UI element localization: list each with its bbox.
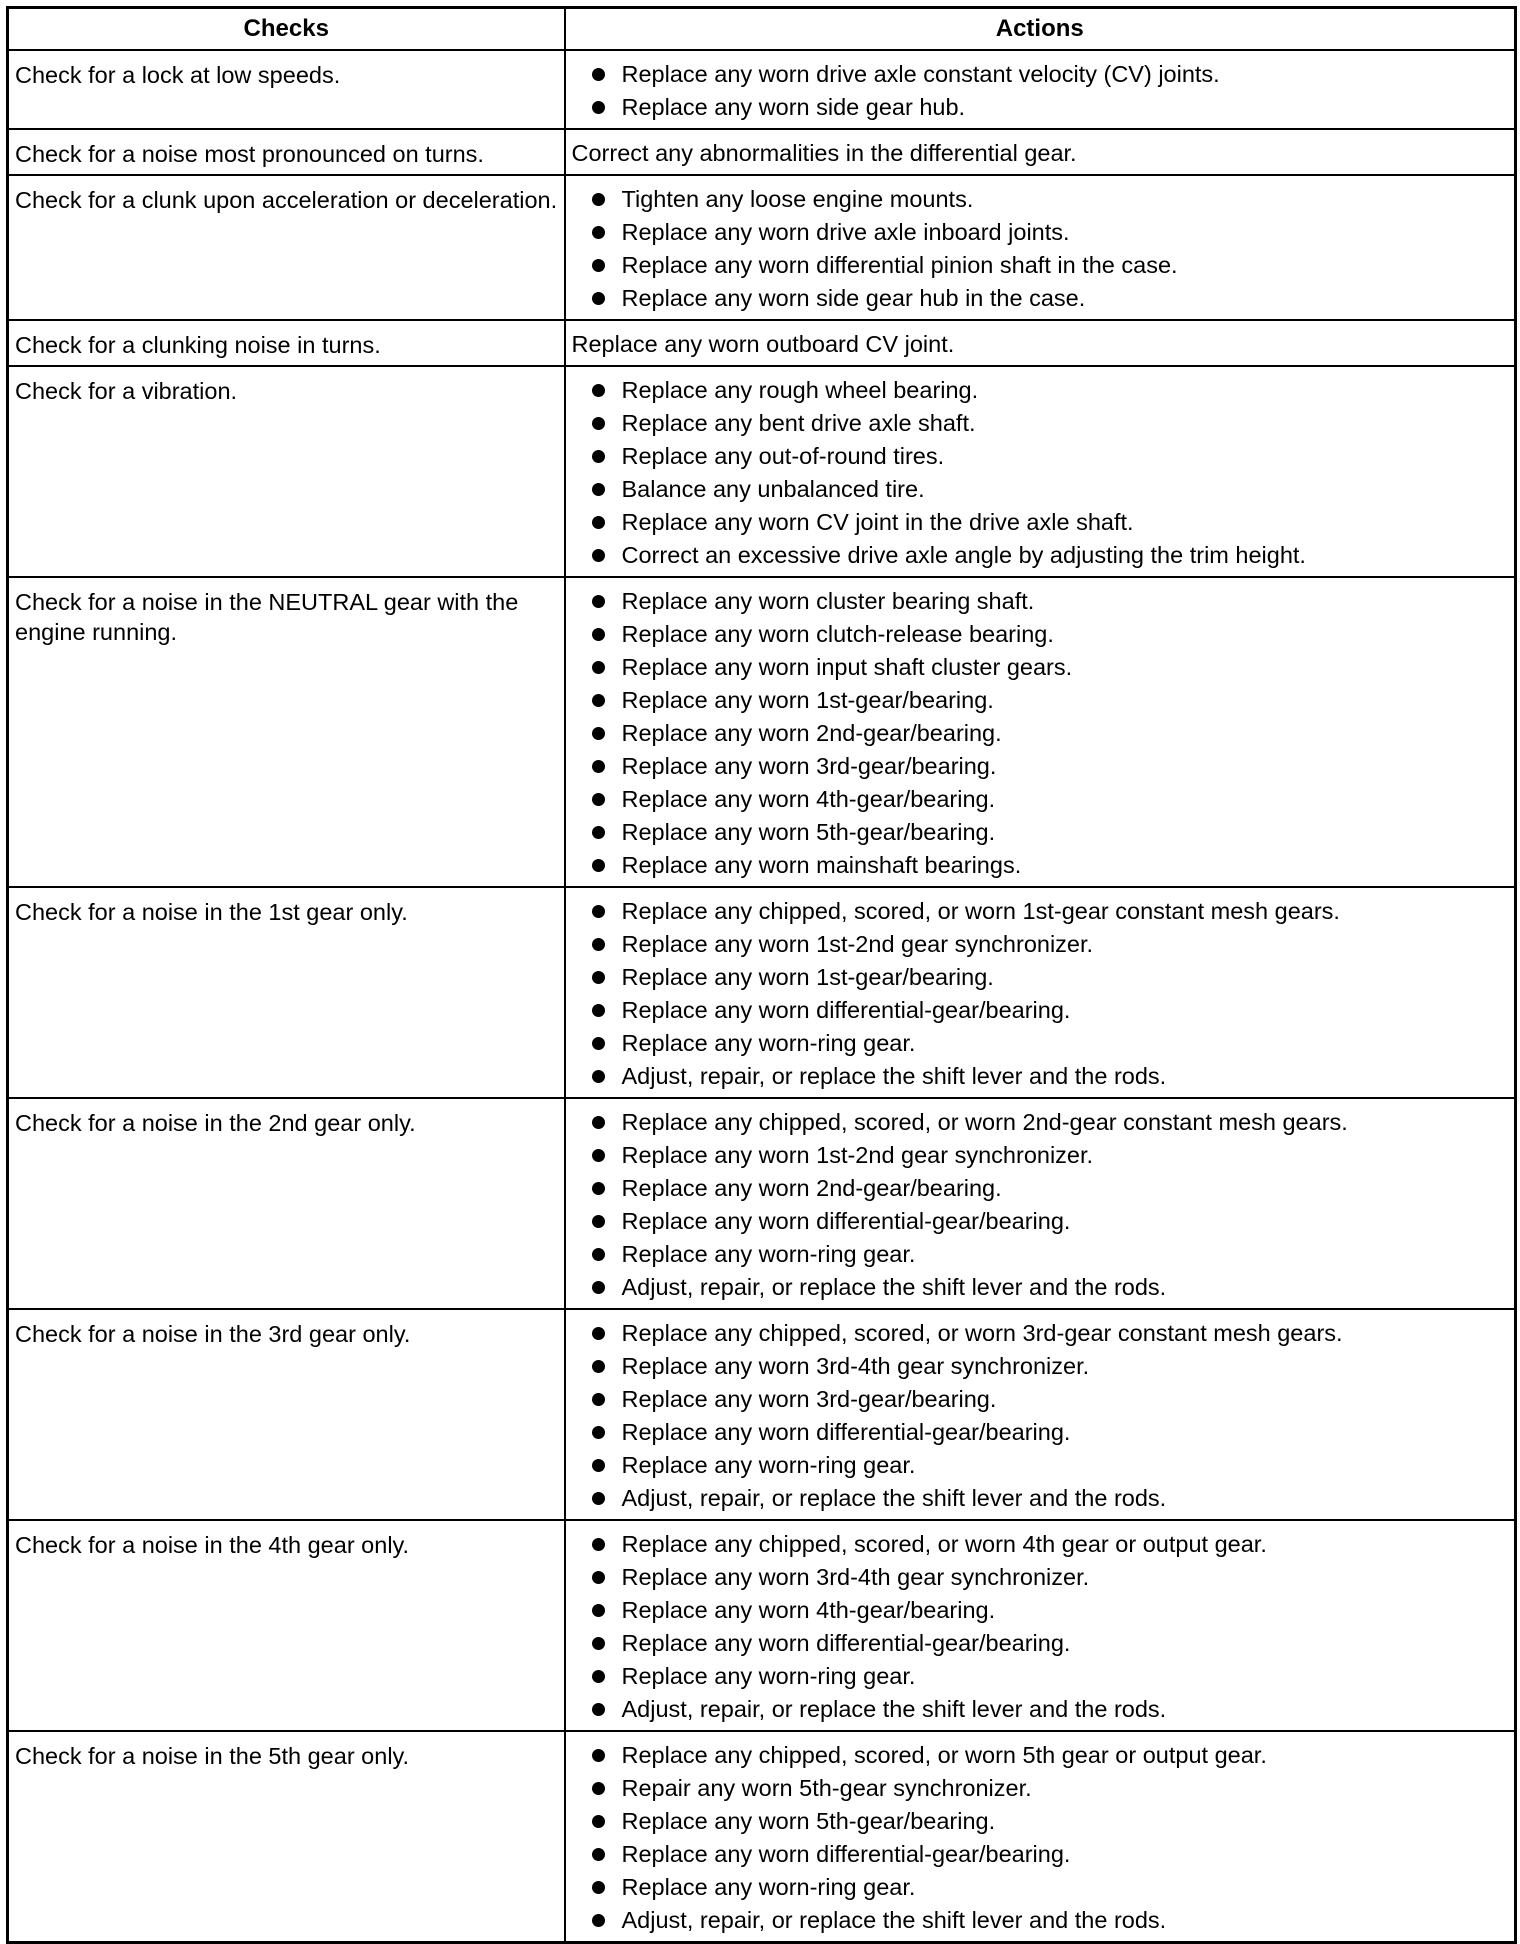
- action-item: Adjust, repair, or replace the shift lever and the rods.: [592, 1904, 1509, 1937]
- action-item: Replace any worn 1st-2nd gear synchronizer.: [592, 928, 1509, 961]
- action-item: Replace any chipped, scored, or worn 3rd-gear constant mesh gears.: [592, 1317, 1509, 1350]
- action-item: Tighten any loose engine mounts.: [592, 183, 1509, 216]
- action-cell: [565, 1731, 1516, 1943]
- action-cell: [565, 366, 1516, 577]
- table-row: [8, 129, 1516, 175]
- table-body: [8, 50, 1516, 1943]
- table-row: [8, 1520, 1516, 1731]
- action-list: [572, 1317, 1509, 1515]
- action-item: Replace any worn side gear hub.: [592, 91, 1509, 124]
- action-cell: [565, 1309, 1516, 1520]
- action-item: Replace any worn-ring gear.: [592, 1871, 1509, 1904]
- action-item: Replace any worn-ring gear.: [592, 1027, 1509, 1060]
- table-row: [8, 577, 1516, 887]
- action-item: Replace any out-of-round tires.: [592, 440, 1509, 473]
- action-item: Replace any worn 2nd-gear/bearing.: [592, 717, 1509, 750]
- action-list: [572, 1528, 1509, 1726]
- action-list: [572, 1106, 1509, 1304]
- action-item: Replace any worn 5th-gear/bearing.: [592, 1805, 1509, 1838]
- action-item: Replace any worn 3rd-gear/bearing.: [592, 1383, 1509, 1416]
- action-item: Replace any chipped, scored, or worn 1st-gear constant mesh gears.: [592, 895, 1509, 928]
- action-item: Replace any worn differential-gear/bearing.: [592, 1416, 1509, 1449]
- action-item: Replace any worn-ring gear.: [592, 1238, 1509, 1271]
- diagnosis-table: [6, 6, 1517, 1944]
- action-item: Adjust, repair, or replace the shift lever and the rods.: [592, 1693, 1509, 1726]
- action-item: Replace any worn 4th-gear/bearing.: [592, 783, 1509, 816]
- action-item: Replace any worn differential-gear/bearing.: [592, 1627, 1509, 1660]
- action-list: [572, 374, 1509, 572]
- action-list: [572, 895, 1509, 1093]
- action-item: Adjust, repair, or replace the shift lever and the rods.: [592, 1271, 1509, 1304]
- action-item: Replace any worn mainshaft bearings.: [592, 849, 1509, 882]
- action-item: Correct an excessive drive axle angle by adjusting the trim height.: [592, 539, 1509, 572]
- action-item: Adjust, repair, or replace the shift lever and the rods.: [592, 1060, 1509, 1093]
- action-item: Repair any worn 5th-gear synchronizer.: [592, 1772, 1509, 1805]
- action-cell: [565, 175, 1516, 320]
- check-cell: Check for a noise in the 5th gear only.: [8, 1731, 565, 1943]
- checks-header: Checks: [8, 8, 565, 51]
- action-item: Replace any worn drive axle inboard joints.: [592, 216, 1509, 249]
- action-item: Replace any worn 3rd-4th gear synchronizer.: [592, 1561, 1509, 1594]
- action-item: Replace any worn 2nd-gear/bearing.: [592, 1172, 1509, 1205]
- table-row: [8, 1731, 1516, 1943]
- table-row: [8, 320, 1516, 366]
- action-item: Replace any worn differential-gear/bearing.: [592, 994, 1509, 1027]
- check-cell: Check for a noise in the 4th gear only.: [8, 1520, 565, 1731]
- action-list: [572, 1739, 1509, 1937]
- action-item: Replace any worn 1st-gear/bearing.: [592, 684, 1509, 717]
- check-cell: Check for a vibration.: [8, 366, 565, 577]
- action-item: Replace any worn 1st-gear/bearing.: [592, 961, 1509, 994]
- table-row: [8, 1309, 1516, 1520]
- action-item: Replace any worn 4th-gear/bearing.: [592, 1594, 1509, 1627]
- action-item: Balance any unbalanced tire.: [592, 473, 1509, 506]
- action-cell: [565, 50, 1516, 129]
- action-item: Replace any chipped, scored, or worn 5th gear or output gear.: [592, 1739, 1509, 1772]
- check-cell: Check for a noise in the 3rd gear only.: [8, 1309, 565, 1520]
- check-cell: Check for a noise in the NEUTRAL gear with the engine running.: [8, 577, 565, 887]
- action-item: Replace any worn CV joint in the drive axle shaft.: [592, 506, 1509, 539]
- action-list: [572, 585, 1509, 882]
- action-cell: [565, 129, 1516, 175]
- action-list: [572, 58, 1509, 124]
- action-item: Replace any worn-ring gear.: [592, 1449, 1509, 1482]
- action-item: Replace any worn-ring gear.: [592, 1660, 1509, 1693]
- action-item: Replace any worn 3rd-4th gear synchronizer.: [592, 1350, 1509, 1383]
- check-cell: Check for a noise most pronounced on turns.: [8, 129, 565, 175]
- action-item: Replace any worn 3rd-gear/bearing.: [592, 750, 1509, 783]
- action-text: Correct any abnormalities in the differential gear.: [571, 140, 1077, 166]
- check-cell: Check for a noise in the 1st gear only.: [8, 887, 565, 1098]
- table-row: [8, 50, 1516, 129]
- check-cell: Check for a clunk upon acceleration or deceleration.: [8, 175, 565, 320]
- action-item: Replace any chipped, scored, or worn 2nd-gear constant mesh gears.: [592, 1106, 1509, 1139]
- action-list: [572, 183, 1509, 315]
- action-item: Replace any worn 5th-gear/bearing.: [592, 816, 1509, 849]
- check-cell: Check for a clunking noise in turns.: [8, 320, 565, 366]
- action-item: Replace any worn side gear hub in the case.: [592, 282, 1509, 315]
- table-row: [8, 1098, 1516, 1309]
- action-item: Replace any worn clutch-release bearing.: [592, 618, 1509, 651]
- action-item: Replace any worn drive axle constant velocity (CV) joints.: [592, 58, 1509, 91]
- action-item: Replace any rough wheel bearing.: [592, 374, 1509, 407]
- actions-header: Actions: [565, 8, 1516, 51]
- table-row: [8, 887, 1516, 1098]
- action-cell: [565, 1098, 1516, 1309]
- action-item: Replace any worn 1st-2nd gear synchronizer.: [592, 1139, 1509, 1172]
- action-item: Adjust, repair, or replace the shift lever and the rods.: [592, 1482, 1509, 1515]
- action-item: Replace any chipped, scored, or worn 4th gear or output gear.: [592, 1528, 1509, 1561]
- action-cell: [565, 320, 1516, 366]
- check-cell: Check for a noise in the 2nd gear only.: [8, 1098, 565, 1309]
- action-text: Replace any worn outboard CV joint.: [571, 331, 955, 357]
- action-item: Replace any worn differential-gear/bearing.: [592, 1838, 1509, 1871]
- action-item: Replace any worn cluster bearing shaft.: [592, 585, 1509, 618]
- action-cell: [565, 1520, 1516, 1731]
- action-cell: [565, 887, 1516, 1098]
- header-row: [8, 8, 1516, 51]
- action-cell: [565, 577, 1516, 887]
- check-cell: Check for a lock at low speeds.: [8, 50, 565, 129]
- action-item: Replace any bent drive axle shaft.: [592, 407, 1509, 440]
- action-item: Replace any worn differential pinion shaft in the case.: [592, 249, 1509, 282]
- table-row: [8, 175, 1516, 320]
- action-item: Replace any worn input shaft cluster gears.: [592, 651, 1509, 684]
- action-item: Replace any worn differential-gear/bearing.: [592, 1205, 1509, 1238]
- table-row: [8, 366, 1516, 577]
